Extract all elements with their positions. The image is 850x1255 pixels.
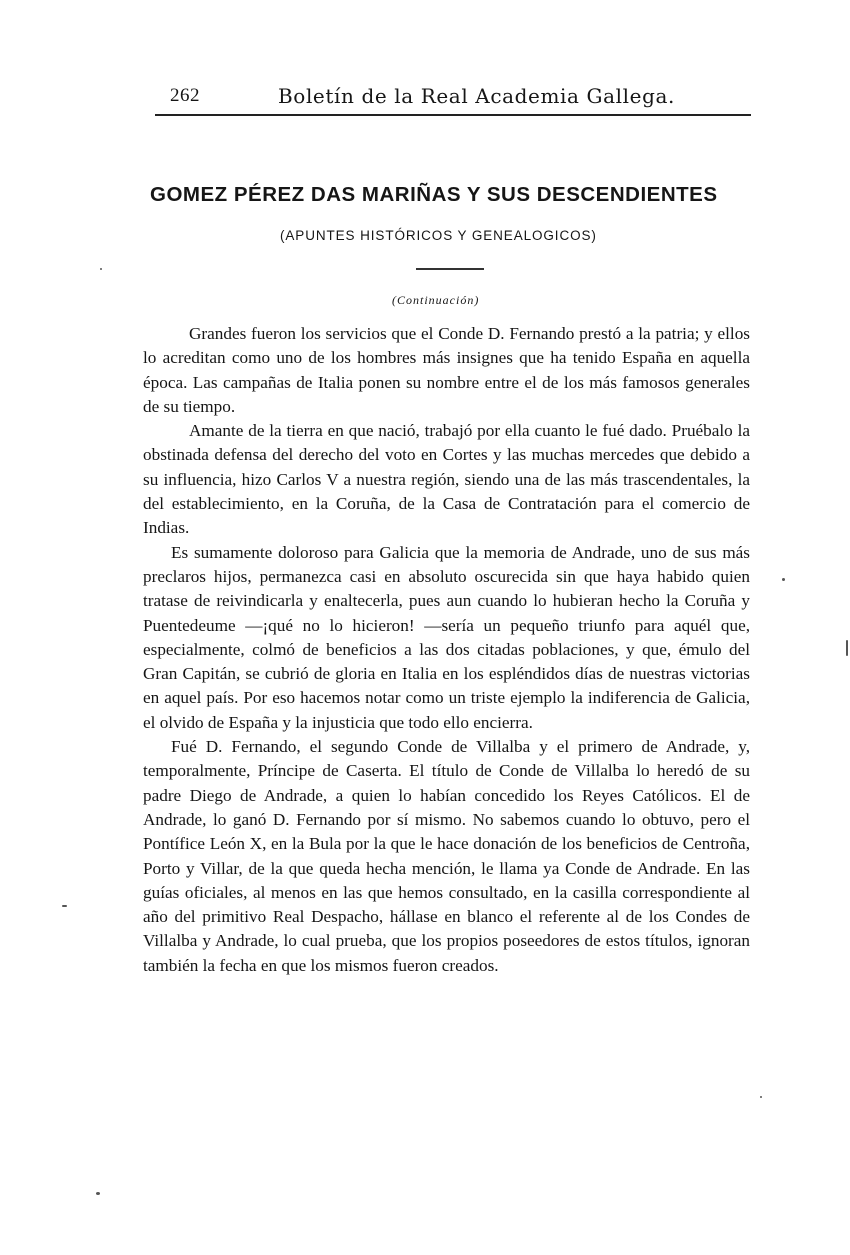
continuation-note: (Continuación): [392, 293, 480, 307]
running-head: [158, 82, 750, 114]
title-divider: [416, 268, 484, 270]
paragraph: Fué D. Fernando, el segundo Conde de Villalba y el primero de Andrade, y, temporalmente, Príncipe de Caserta. El título de Conde de Villalba lo heredó de su padre Diego de Andrade, a quien lo habían concedido los Reyes Católicos. El de Andrade, lo ganó D. Fernando por sí mismo. No sabemos cuando lo obtuvo, pero el Pontífice León X, en la Bula por la que le hace donación de los beneficios de Centroña, Porto y Villar, de la que queda hecha mención, le llama ya Conde de Andrade. En las guías oficiales, al menos en las que hemos consultado, en la casilla correspondiente al año del primitivo Real Despacho, hállase en blanco el referente al de los Condes de Villalba y Andrade, lo cual prueba, que los propios poseedores de estos títulos, ignoran también la fecha en que los mismos fueron creados.: [143, 737, 750, 975]
paragraph: Amante de la tierra en que nació, trabajó por ella cuanto le fué dado. Pruébalo la obstinada defensa del derecho del voto en Cortes y las muchas mercedes que debido a su influencia, hizo Carlos V a nuestra región, siendo una de las más trascendentales, la del establecimiento, en la Coruña, de la Casa de Contratación para el comercio de Indias.: [143, 421, 750, 538]
article-subtitle: (APUNTES HISTÓRICOS Y GENEALOGICOS): [280, 228, 597, 243]
scan-speck: [782, 578, 785, 581]
article-body: [143, 322, 750, 978]
scan-speck: [760, 1096, 762, 1098]
paragraph: Es sumamente doloroso para Galicia que la memoria de Andrade, uno de sus más preclaros hijos, permanezca casi en absoluto oscurecida sin que haya habido quien tratase de reivindicarla y enaltecerla, pues aun cuando lo hubieran hecho la Coruña y Puentedeume —¡qué no lo hicieron! —sería un pequeño triunfo para aquél que, especialmente, colmó de beneficios a las dos citadas poblaciones, y que, émulo del Gran Capitán, se cubrió de gloria en Italia en los espléndidos días de nuestras victorias en aquel país. Por eso hacemos notar como un triste ejemplo la indiferencia de Galicia, el olvido de España y la injusticia que todo ello encierra.: [143, 542, 750, 732]
scan-speck: [96, 1192, 100, 1195]
scan-speck: [62, 905, 67, 907]
page-number: 262: [170, 85, 200, 106]
scan-speck: [846, 640, 848, 656]
header-rule: [155, 114, 751, 116]
paragraph: Grandes fueron los servicios que el Conde D. Fernando prestó a la patria; y ellos lo acreditan como uno de los hombres más insignes que ha tenido España en aquella época. Las campañas de Italia ponen su nombre entre el de los más famosos generales de su tiempo.: [143, 324, 750, 416]
scan-speck: [100, 268, 102, 270]
article-title: GOMEZ PÉREZ DAS MARIÑAS Y SUS DESCENDIENTES: [150, 183, 718, 206]
journal-title: Boletín de la Real Academia Gallega.: [278, 84, 675, 108]
